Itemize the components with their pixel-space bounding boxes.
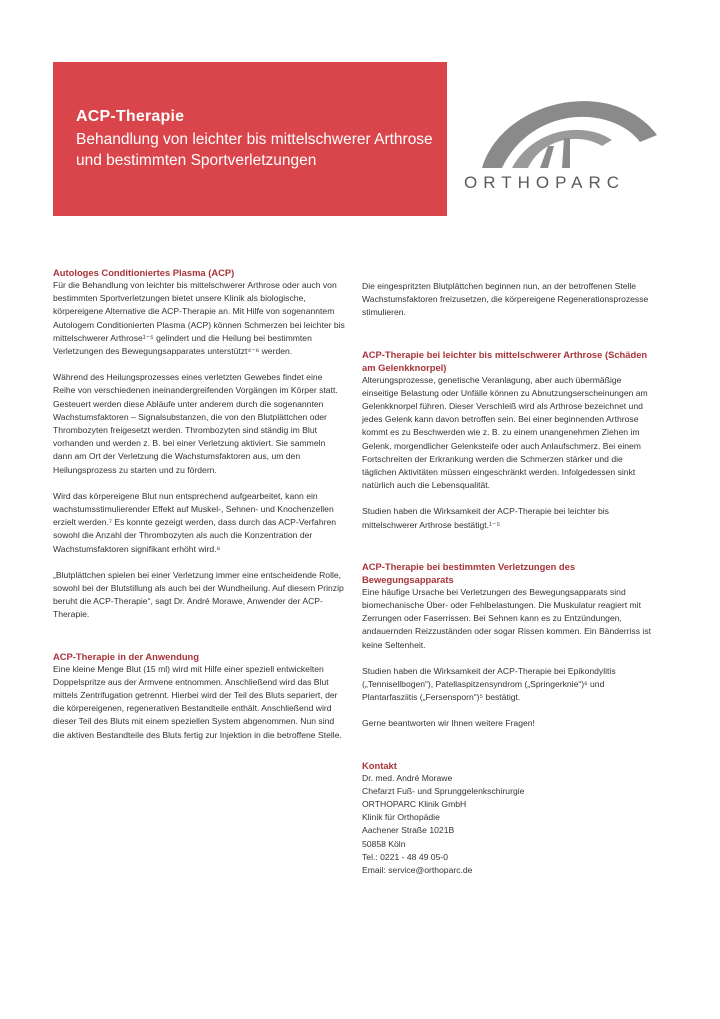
paragraph: Alterungsprozesse, genetische Veranlagung, aber auch übermäßige einseitige Belastung oder Unfälle können zu Abnutzungserscheinungen am Gelenkknorpel führen. Dieser Verschleiß wird als Arthrose bezeichnet und jedes Gelenk kann davon betroffen sein. Bei einer beginnenden Arthrose kommt es zu Beschwerden wie z. B. zu einem unangenehmen Ziehen im Gelenk, morgendlicher Gelenksteife oder auch Anlaufschmerz. Bei einem Fortschreiten der Erkrankung werden die Schmerzen stärker und die täglichen Aktivitäten müssen eingeschränkt werden. Infolgedessen sinkt natürlich auch die Lebensqualität. — [362, 374, 648, 491]
paragraph: Während des Heilungsprozesses eines verletzten Gewebes findet eine Reihe von verschiedenen ineinandergreifenden Vorgängen im Körper statt. Gesteuert werden diese Abläufe unter anderem durch die sogenannten Wachstumsfaktoren – Signalsubstanzen, die von den Blutplättchen oder Thrombozyten freigesetzt werden. Thrombozyten sind ständig im Blut vorhanden und werden z. B. bei einer Verletzung aktiviert. Sie sammeln dann am Ort der Verletzung die Wachstumsfaktoren aus, um den Heilungsprozess zu starten und zu fördern. — [53, 372, 338, 475]
quote-paragraph: „Blutplättchen spielen bei einer Verletzung immer eine entscheidende Rolle, sowohl bei der Blutstillung als auch bei der Wundheilung. Auf diesem Prinzip beruht die ACP-Therapie“, sagt Dr. André Morawe, Anwender der ACP-Therapie. — [53, 569, 344, 620]
paragraph: Wird das körpereigene Blut nun entsprechend aufgearbeitet, kann ein wachstumsstimulierender Effekt auf Muskel-, Sehnen- und Knochenzellen erzielt werden.⁷ Es konnte gezeigt werden, dass durch das ACP-Verfahren sowohl die Anzahl der Thrombozyten als auch die Konzentration der Wachstumsfaktoren signifikant erhöht wird.⁸ — [53, 490, 337, 554]
left-column — [53, 266, 345, 742]
contact-email: Email: service@orthoparc.de — [362, 865, 473, 876]
section-heading-verletzungen: ACP-Therapie bei bestimmten Verletzungen des Bewegungsapparats — [362, 560, 576, 585]
paragraph: Gerne beantworten wir Ihnen weitere Fragen! — [362, 718, 535, 729]
contact-line: Chefarzt Fuß- und Sprunggelenkschirurgie — [362, 785, 525, 796]
section-heading-arthrose: ACP-Therapie bei leichter bis mittelschwerer Arthrose (Schäden am Gelenkknorpel) — [362, 348, 648, 373]
logo-wordmark: ORTHOPARC — [464, 173, 626, 192]
paragraph: Eine häufige Ursache bei Verletzungen des Bewegungsapparats sind biomechanische Über- oder Fehlbelastungen. Die Muskulatur reagiert mit Zerrungen oder Faserrissen. Bei Sehnen kann es zu Entzündungen, andauernden Reizzuständen oder sogar Rissen kommen. Ein Bänderriss ist keine Seltenheit. — [362, 586, 652, 650]
section-heading-acp: Autologes Conditioniertes Plasma (ACP) — [53, 267, 235, 278]
contact-block — [362, 772, 654, 878]
page-subtitle: Behandlung von leichter bis mittelschwerer Arthrose und bestimmten Sportverletzungen — [76, 131, 433, 169]
paragraph: Für die Behandlung von leichter bis mittelschwerer Arthrose oder auch von bestimmten Sportverletzungen bietet unsere Klinik als biologische, körpereigene Alternative die ACP-Therapie an. Mit Hilfe von sogenanntem Autologem Conditionierten Plasma (ACP) können Schmerzen bei leichter bis mittelschwerer Arthrose¹⁻⁵ gelindert und die Heilung bei bestimmten Verletzungen des Bewegungsapparates unterstützt⁴⁻⁶ werden. — [53, 280, 345, 357]
right-column — [362, 280, 654, 877]
paragraph: Eine kleine Menge Blut (15 ml) wird mit Hilfe einer speziell entwickelten Doppelspritze aus der Armvene entnommen. Anschließend wird das Blut mittels Zentrifugation getrennt. Hierbei wird der Teil des Bluts separiert, der die körpereigenen, regenerativen Bestandteile enthält. Anschließend wird dieser Teil des Bluts mit einem speziellen System abgenommen. Nun sind die aktiven Bestandteile des Bluts fertig zur Injektion in die betroffene Stelle. — [53, 663, 342, 740]
contact-line: ORTHOPARC Klinik GmbH — [362, 799, 467, 810]
paragraph: Studien haben die Wirksamkeit der ACP-Therapie bei Epikondylitis („Tennisellbogen“), Patellaspitzensyndrom („Springerknie“)⁶ und Plantarfasziitis („Fersensporn“)⁵ bestätigt. — [362, 665, 616, 703]
contact-line: Tel.: 0221 - 48 49 05-0 — [362, 851, 448, 862]
contact-line: Dr. med. André Morawe — [362, 772, 453, 783]
paragraph: Studien haben die Wirksamkeit der ACP-Therapie bei leichter bis mittelschwerer Arthrose bestätigt.¹⁻⁵ — [362, 506, 609, 530]
arch-logo-icon — [462, 80, 662, 175]
contact-heading: Kontakt — [362, 759, 397, 771]
contact-line: 50858 Köln — [362, 838, 406, 849]
orthoparc-logo — [462, 80, 662, 200]
contact-line: Aachener Straße 1021B — [362, 825, 455, 836]
paragraph: Die eingespritzten Blutplättchen beginnen nun, an der betroffenen Stelle Wachstumsfaktoren freizusetzen, die körpereigene Regenerationsprozesse stimulieren. — [362, 281, 649, 318]
contact-line: Klinik für Orthopädie — [362, 812, 440, 823]
section-heading-anwendung: ACP-Therapie in der Anwendung — [53, 650, 200, 662]
page-title: ACP-Therapie — [76, 108, 185, 125]
